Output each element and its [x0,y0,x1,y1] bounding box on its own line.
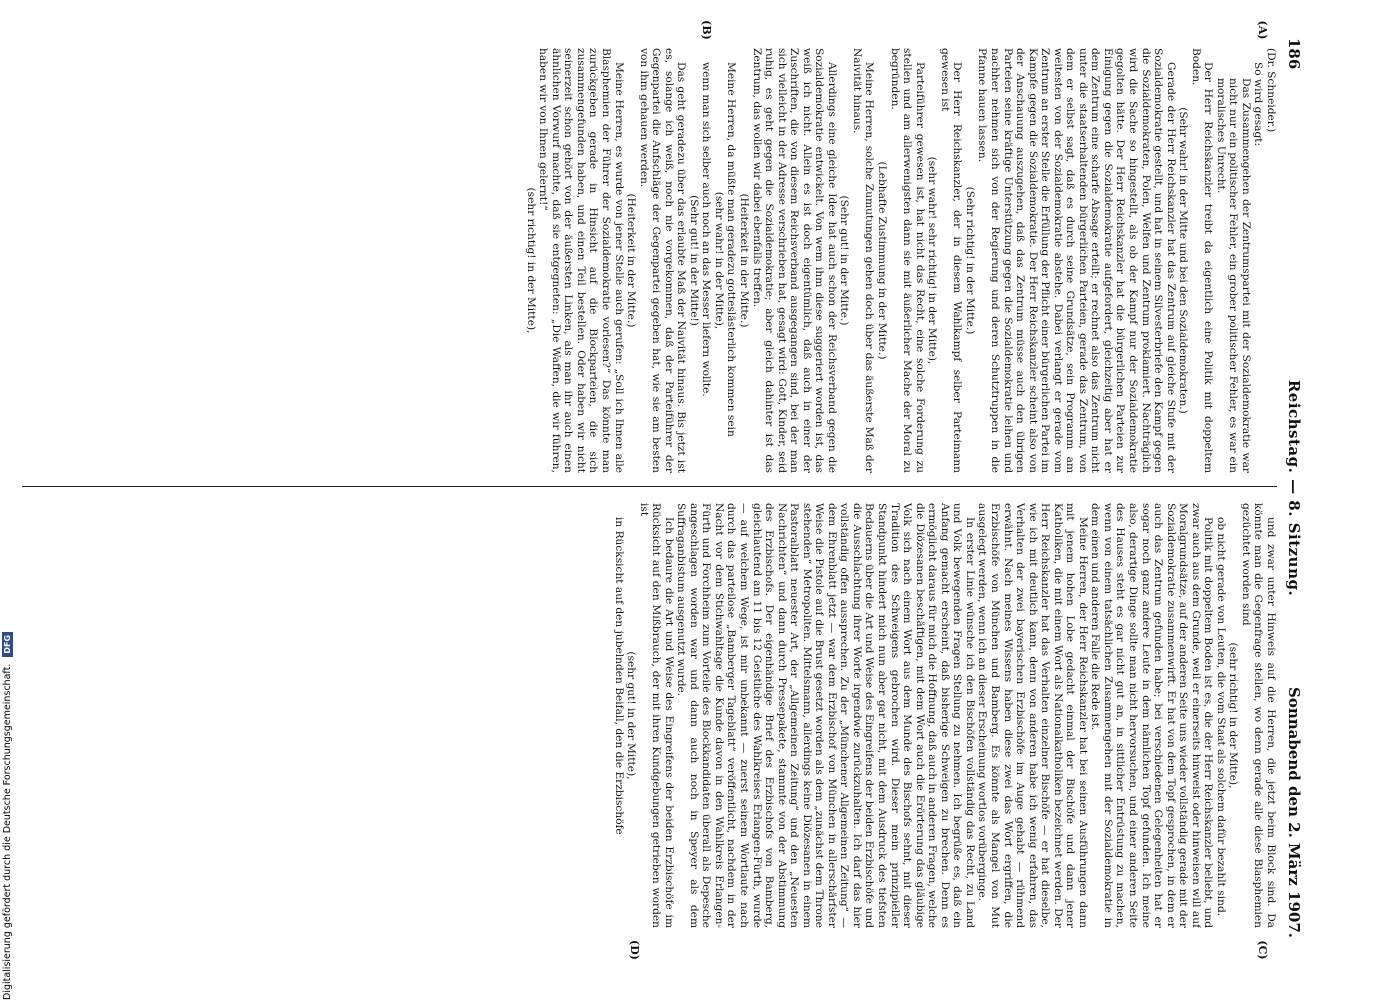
left-column-paragraph: (Heiterkeit in der Mitte.) [738,193,751,328]
margin-letter-d: (D) [628,940,641,960]
column-divider [22,486,1277,487]
digitization-note-text: Digitalisierung gefördert durch die Deutsche Forschungsgemeinschaft. [2,663,13,1000]
right-column-paragraph: (sehr gut! in der Mitte), [625,651,638,780]
margin-letter-a: (A) [1256,20,1269,40]
right-column-paragraph: Meine Herren, der Herr Reichskanzler hat bei seinen Ausführungen dann mit jenem hohen Lobe gedacht einmal der Bischöfe und dann jener Katholiken, die mit einem Wort als Nationalkatholiken bezeichnet werden. Der Herr Reichskanzler hat das Verhalten einzelner Bischöfe — er hat dieselbe, wie ich mit deutlich kann, denn von anderen habe ich wenig erfahren, das Verhalten der zwei bayerischen Erzbischöfe im Auge gehabt — rühmend erwähnt. Nach meines Wissens haben diese zwei das Wort ergriffen, die Erzbischöfe von München und Bamberg. Es könnte als Mangel von Mut ausgelegt werden, wenn ich an dieser Erscheinung wortlos vorüberginge. [976,503,1089,928]
left-column-paragraph: (sehr richtig! in der Mitte), [524,187,537,334]
left-column-paragraph: Der Herr Reichskanzler treibt da eigentlich eine Politik mit doppeltem Boden. [1189,48,1215,473]
page-number: 186 [1285,38,1303,70]
right-column-paragraph: und zwar unter Hinweis auf die Herren, die jetzt beim Block sind. Da könnte man die Gegenfrage stellen, wo denn gerade alle diese Blasphemien gezüchtet worden sind [1239,503,1277,928]
left-column-paragraph: Das geht geradezu über das erlaubte Maß der Naivität hinaus. Bis jetzt ist es, solange ich weiß, noch nie vorgekommen, daß der Parteiführer der Gegenpartei die Anfschläge der Gegenpartei gegeben hat, wie sie am besten von ihm gehauen werden. [637,48,688,473]
left-column-paragraph: (sehr wahr! sehr richtig! in der Mitte), [926,156,939,365]
left-column-paragraph: wenn man sich selber auch noch an das Messer liefern wollte. [700,62,713,397]
left-column-paragraph: (sehr wahr! in der Mitte), [712,191,725,330]
left-column-paragraph: (Sehr gut! in der Mitte!) [687,195,700,326]
page-title: Reichstag. — 8. Sitzung. [1285,379,1303,597]
page-date: Sonnabend den 2. März 1907. [1285,687,1303,938]
left-column-paragraph: (Heiterkeit in der Mitte.) [625,193,638,328]
left-column-paragraph: (Sehr gut! in der Mitte.) [838,195,851,326]
left-column [22,48,1277,473]
left-column-paragraph: Allerdings eine gleiche Idee hat auch schon der Reichsverband gegen die Sozialdemokratie entwickelt. Von wem ihm diese suggeriert worden ist, das weiß ich nicht. Allein es ist doch eigentümlich, daß auch in einer der Zuschriften, die von diesem Reichsverband ausgegangen sind, bei der man sich vielleicht in der Adresse verschrieben hat, gesagt wird: Gott, Kinder, seid ruhig, es geht gegen die Sozialdemokratie; aber gleich dahinter ist das Zentrum, das wollen wir dabei ebenfalls treffen. [750,48,838,473]
left-column-paragraph: Der Herr Reichskanzler, der in diesem Wahlkampf selber Parteimann gewesen ist [938,48,964,473]
left-column-paragraph: Meine Herren, es wurde von jener Stelle auch gerufen: „Soll ich Ihnen alle Blasphemien der Führer der Sozialdemokratie vorlesen?“ Das könnte man zurückgeben gerade in Hinsicht auf die Blockparteien, die sich zusammengefunden haben, und einen Teil bestellen. Oder haben wir nicht seinerzeit schon gehört von der äußersten Linken, als man ihr auch einen ähnlichen Vorwurf machte, daß sie entgegneten: „Die Waffen, die wir führen, haben wir von Ihnen gelernt!“ [537,48,625,473]
left-column-paragraph: Parteiführer gewesen ist, hat nicht das Recht, eine solche Forderung zu stellen und am allerwenigsten dann sie mit äußerlicher Mache der Moral zu begründen. [888,48,926,473]
left-column-paragraph: (Sehr richtig! in der Mitte.) [963,186,976,335]
left-column-paragraph: Meine Herren, solche Zumutungen gehen doch über das äußerste Maß der Naivität hinaus. [850,48,876,473]
left-column-paragraph: Meine Herren, da müßte man geradezu gotteslästerlich kommen sein [725,62,738,437]
left-column-paragraph: (Lebhafte Zustimmung in der Mitte.) [876,161,889,360]
margin-letter-b: (B) [700,20,713,40]
digitization-note [2,10,13,1000]
left-column-paragraph: So wird gesagt: [1252,62,1265,147]
left-column-paragraph: Gerade der Herr Reichskanzler hat das Zentrum auf gleiche Stufe mit der Sozialdemokratie gestellt, und hat in seinem Silvesterbriefe den Kampf gegen die Sozialdemokraten, Polen, Welfen und Zentrum proklamiert. Nachträglich wird die Sache so hingestellt, als ob der Kampf nur der Sozialdemokratie gegolten hätte. Der Herr Reichskanzler hat die bürgerlichen Parteien zur Einigung gegen die Sozialdemokratie aufgefordert, gleichzeitig aber hat er dem Zentrum eine scharfe Absage erteilt; er rechnet also das Zentrum nicht unter die staatserhaltenden bürgerlichen Parteien, gerade das Zentrum, von dem er selbst sagt, daß es durch seine Grundsätze, sein Programm am weitesten von der Sozialdemokratie abstehe. Dabei verlangt er gerade vom Zentrum an erster Stelle die Erfüllung der Pflicht einer bürgerlichen Partei im Kampfe gegen die Sozialdemokratie. Der Herr Reichskanzler scheint also von der Anschauung auszugehen, daß das Zentrum müsse auch den übrigen Parteien seine kräftige Unterstützung gegen die Sozialdemokratie leihen und nachher nehmen sich von der Regierung und deren Schutztruppen in die Pfanne hauen lassen. [976,48,1177,473]
right-column-paragraph: (sehr richtig! in der Mitte), [1227,642,1240,789]
left-column-paragraph: Das Zusammengehen der Zentrumspartei mit der Sozialdemokratie war nicht nur ein politischer Fehler, ein grober politischer Fehler, es war ein moralisches Unrecht. [1214,78,1252,473]
right-column-paragraph: In erster Linie wünsche ich den Bischöfen vollständig das Recht, zu Land und Volk bewegenden Fragen Stellung zu nehmen. Ich begrüße es, daß ein Anfang gemacht erscheint, daß bisherige Schweigen zu brechen. Denn es ermöglicht daraus für mich die Hoffnung, daß auch in anderen Fragen, welche die Diözesanen beschäftigen, mit dem Wort auch die Erörterung das gläubige Volk sich nach einem Wort aus dem Munde des Bischofs sehnt, mit dieser Tradition des Schweigens gebrochen wird. Dieser mein prinzipieller Standpunkt hindert mich nun aber gar nicht, mit dem Ausdruck des tiefsten Bedauerns über die Art und Weise des Eingreifens der beiden Erzbischöfe und die Ausschlachtung ihrer Worte irgendwie zurückzuhalten. Ich darf das hier vollständig offen aussprechen. Zu der „Münchener Allgemeinen Zeitung“ — dem Ehrenblatt jetzt — war dem Erzbischof von München in allerschärfster Weise die Pistole auf die Brust gesetzt worden als dem „zunächst dem Throne stehenden“ Metropoliten. Mittelsmann, allerdings keine Diözesanen in einem Pastoralblatt neuester Art, der „Allgemeinen Zeitung“ und den „Neuesten Nachrichten“ und dann durch Pressepakete, stammte von der Abstimmung des Erzbischofs. Der eigenhändige Brief des Erzbischofs von Bamberg, gleichlautend am 11 bis 12 Geistliche des Wahlkreises Erlangen-Fürth, wurde — auf welchem Wege, ist mir unbekannt — zuerst seinem Wortlaute nach durch das parteilose „Bamberger Tageblatt“ veröffentlicht, nachdem in der Nacht vor dem Stichwahltage die Kunde davon in den Wahlkreis Erlangen-Fürth und Forchheim zum Vorteile des Blockkandidaten überall als Depesche angeschlagen worden war und dann auch noch in Speyer als dem Suffraganbistum ausgenutzt wurde. [675,503,976,928]
left-column-paragraph: (Dr. Schneider.) [1265,48,1277,133]
margin-letter-c: (C) [1256,940,1269,960]
right-column-paragraph: Ich bedaure die Art und Weise des Eingreifens der beiden Erzbischöfe im Rücksicht auf den Mißbrauch, der mit ihren Kundgebungen getrieben worden ist [637,503,675,928]
right-column-paragraph: in Rücksicht auf den jubelnden Beifall, den die Erzbischöfe [612,517,625,835]
right-column-paragraph: Politik mit doppeltem Boden ist es, die der Herr Reichskanzler beliebt, und zwar auch aus dem Grunde, weil er einerseits hinweist oder hinweisen will auf Moralgrundsätze, auf der anderen Seite uns wieder vollständig gerade mit der Sozialdemokratie zusammenwirft. Er hat von dem Topf gesprochen, in dem er auch das Zentrum gefunden habe; bei verschiedenen Gelegenheiten hat er sogar noch ganz andere Leute in dem nämlichen Topf gefunden. Ich meine also, derartige Dinge sollte man nicht hervorsuchen, und einer anderen Seite des Hauses steht es gar nicht gut an, in sittlicher Entrüstung zu machen, wenn von einem tatsächlichen Zusammengehen mit der Sozialdemokratie in dem einen und anderen Falle die Rede ist. [1089,503,1215,928]
dfg-logo: DFG [2,632,13,657]
left-column-paragraph: (Sehr wahr! in der Mitte und bei den Sozialdemokraten.) [1177,107,1190,414]
right-column [22,503,1277,928]
document-page [11,8,1311,968]
page-header [1281,8,1303,968]
right-column-paragraph: ob nicht gerade von Leuten, die vom Staat als solchem dafür bezahlt sind. [1214,517,1227,917]
